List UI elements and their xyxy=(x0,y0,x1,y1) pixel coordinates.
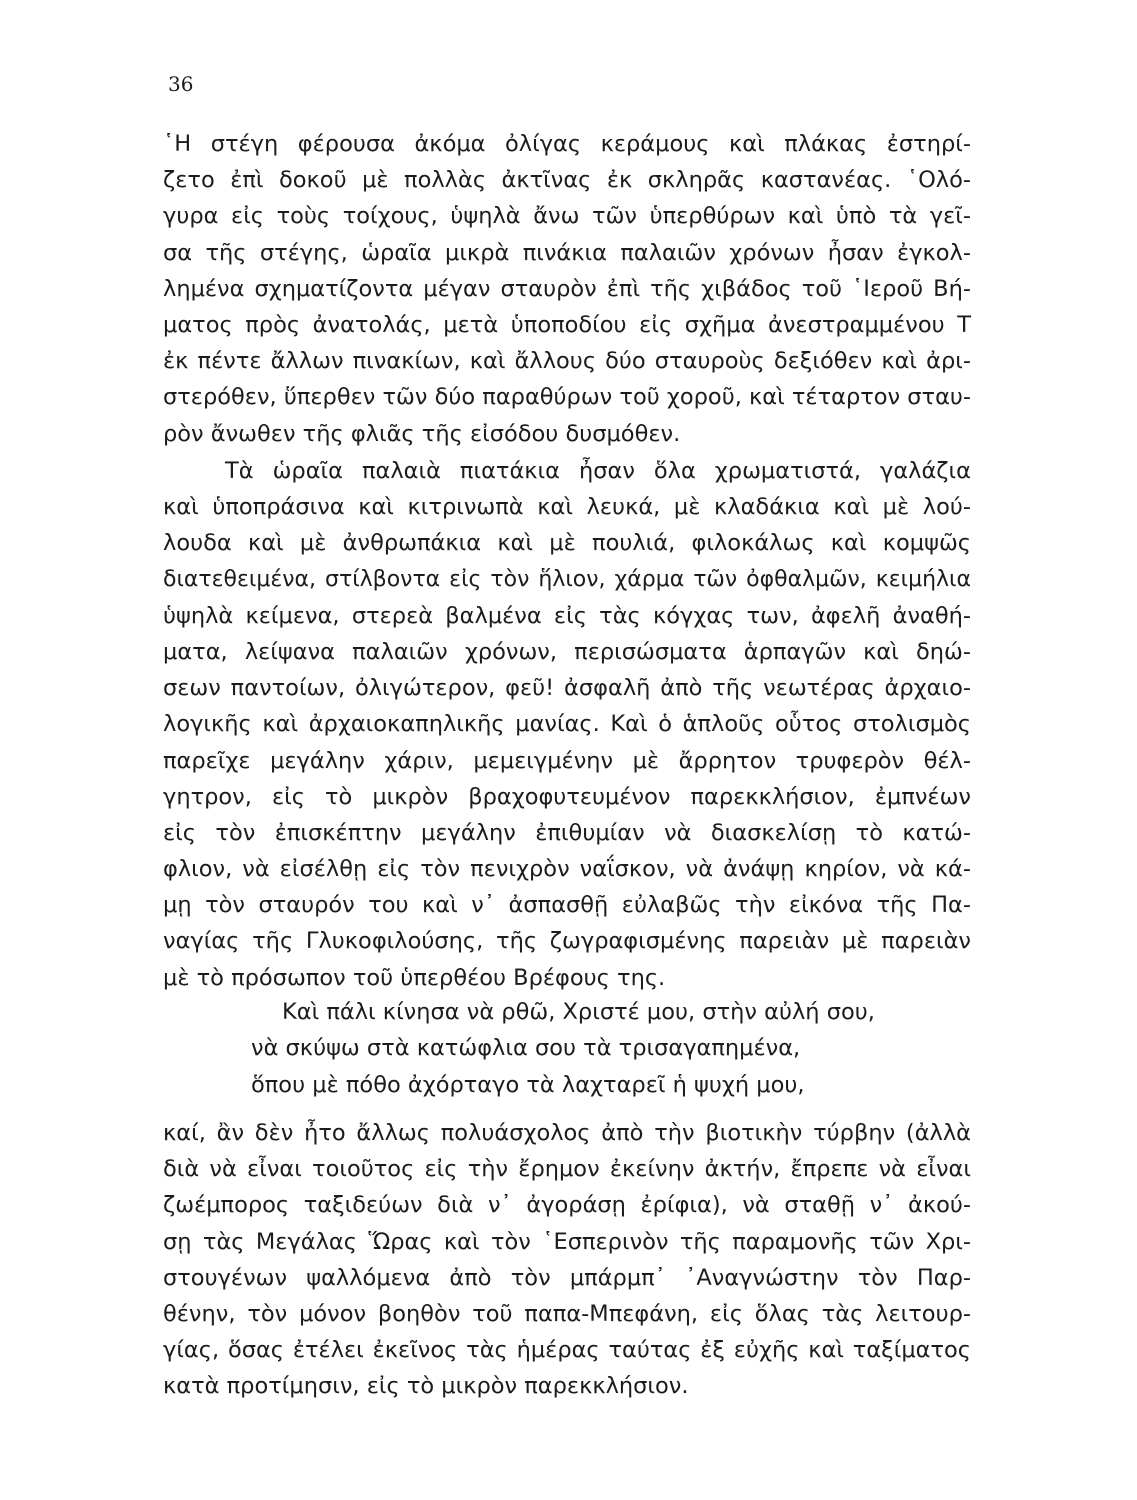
text-line: σῃ τὰς Μεγάλας Ὥρας καὶ τὸν ῾Εσπερινὸν τῆς παραμονῆς τῶν Χρι- xyxy=(163,1228,971,1255)
text-line: εἰς τὸν ἐπισκέπτην μεγάλην ἐπιθυμίαν νὰ διασκελίσῃ τὸ κατώ- xyxy=(163,819,971,846)
text-line: γίας, ὅσας ἐτέλει ἐκεῖνος τὰς ἡμέρας ταύτας ἐξ εὐχῆς καὶ ταξίματος xyxy=(163,1337,971,1364)
text-line: φλιον, νὰ εἰσέλθῃ εἰς τὸν πενιχρὸν ναΐσκον, νὰ ἀνάψῃ κηρίον, νὰ κά- xyxy=(163,856,971,883)
text-line: ῾Η στέγη φέρουσα ἀκόμα ὀλίγας κεράμους καὶ πλάκας ἐστηρί- xyxy=(163,131,971,157)
text-line: γητρον, εἰς τὸ μικρὸν βραχοφυτευμένον παρεκκλήσιον, ἐμπνέων xyxy=(163,783,971,810)
text-line: ματος πρὸς ἀνατολάς, μετὰ ὑποποδίου εἰς σχῆμα ἀνεστραμμένου Τ xyxy=(163,311,971,338)
paragraph-1 xyxy=(163,126,971,452)
text-line: ζωέμπορος ταξιδεύων διὰ ν᾿ ἀγοράσῃ ἐρίφια), νὰ σταθῇ ν᾿ ἀκού- xyxy=(163,1192,971,1219)
text-line: κατὰ προτίμησιν, εἰς τὸ μικρὸν παρεκκλήσιον. xyxy=(163,1373,689,1400)
text-line: ἐκ πέντε ἄλλων πινακίων, καὶ ἄλλους δύο σταυροὺς δεξιόθεν καὶ ἀρι- xyxy=(163,348,971,375)
text-line: καὶ ὑποπράσινα καὶ κιτρινωπὰ καὶ λευκά, μὲ κλαδάκια καὶ μὲ λού- xyxy=(163,494,971,521)
text-line: διὰ νὰ εἶναι τοιοῦτος εἰς τὴν ἔρημον ἐκείνην ἀκτήν, ἔπρεπε νὰ εἶναι xyxy=(163,1156,971,1183)
verse-block xyxy=(163,994,971,1103)
text-line: ρὸν ἄνωθεν τῆς φλιᾶς τῆς εἰσόδου δυσμόθεν. xyxy=(163,420,681,447)
text-line: θένην, τὸν μόνον βοηθὸν τοῦ παπα-Μπεφάνη, εἰς ὅλας τὰς λειτουρ- xyxy=(163,1300,971,1327)
paragraph-2 xyxy=(163,453,971,996)
verse-line: νὰ σκύψω στὰ κατώφλια σου τὰ τρισαγαπημένα, xyxy=(251,1035,801,1062)
text-line: γυρα εἰς τοὺς τοίχους, ὑψηλὰ ἄνω τῶν ὑπερθύρων καὶ ὑπὸ τὰ γεῖ- xyxy=(163,203,971,230)
text-line: διατεθειμένα, στίλβοντα εἰς τὸν ἥλιον, χάρμα τῶν ὀφθαλμῶν, κειμήλια xyxy=(163,566,971,592)
text-line: ναγίας τῆς Γλυκοφιλούσης, τῆς ζωγραφισμένης παρειὰν μὲ παρειὰν xyxy=(163,928,971,955)
text-line: παρεῖχε μεγάλην χάριν, μεμειγμένην μὲ ἄρρητον τρυφερὸν θέλ- xyxy=(163,747,971,774)
text-line: λημένα σχηματίζοντα μέγαν σταυρὸν ἐπὶ τῆς χιβάδος τοῦ ῾Ιεροῦ Βή- xyxy=(163,275,971,302)
text-line: στουγένων ψαλλόμενα ἀπὸ τὸν μπάρμπ᾿ ᾿Αναγνώστην τὸν Παρ- xyxy=(163,1264,971,1291)
text-line: ὑψηλὰ κείμενα, στερεὰ βαλμένα εἰς τὰς κόγχας των, ἀφελῆ ἀναθή- xyxy=(163,602,971,629)
verse-line: Καὶ πάλι κίνησα νὰ ρθῶ, Χριστέ μου, στὴν αὐλή σου, xyxy=(282,999,875,1025)
text-line: σεων παντοίων, ὀλιγώτερον, φεῦ! ἀσφαλῆ ἀπὸ τῆς νεωτέρας ἀρχαιο- xyxy=(163,675,971,702)
text-line: ματα, λείψανα παλαιῶν χρόνων, περισώσματα ἁρπαγῶν καὶ δηώ- xyxy=(163,638,971,665)
verse-line: ὅπου μὲ πόθο ἀχόρταγο τὰ λαχταρεῖ ἡ ψυχή μου, xyxy=(251,1071,805,1098)
text-line: λουδα καὶ μὲ ἀνθρωπάκια καὶ μὲ πουλιά, φιλοκάλως καὶ κομψῶς xyxy=(163,530,971,557)
text-line: λογικῆς καὶ ἀρχαιοκαπηλικῆς μανίας. Καὶ ὁ ἁπλοῦς οὗτος στολισμὸς xyxy=(163,711,971,738)
text-line: στερόθεν, ὕπερθεν τῶν δύο παραθύρων τοῦ χοροῦ, καὶ τέταρτον σταυ- xyxy=(163,384,972,411)
text-line: ζετο ἐπὶ δοκοῦ μὲ πολλὰς ἀκτῖνας ἐκ σκληρᾶς καστανέας. ῾Ολό- xyxy=(163,167,971,194)
page-number: 36 xyxy=(168,72,194,96)
text-line: καί, ἂν δὲν ἦτο ἄλλως πολυάσχολος ἀπὸ τὴν βιοτικὴν τύρβην (ἀλλὰ xyxy=(163,1120,971,1146)
text-line: μῃ τὸν σταυρόν του καὶ ν᾿ ἀσπασθῇ εὐλαβῶς τὴν εἰκόνα τῆς Πα- xyxy=(163,892,971,919)
text-line: σα τῆς στέγης, ὡραῖα μικρὰ πινάκια παλαιῶν χρόνων ἦσαν ἐγκολ- xyxy=(163,239,971,266)
text-line: Τὰ ὡραῖα παλαιὰ πιατάκια ἦσαν ὅλα χρωματιστά, γαλάζια xyxy=(225,458,971,484)
paragraph-3 xyxy=(163,1115,971,1405)
text-line: μὲ τὸ πρόσωπον τοῦ ὑπερθέου Βρέφους της. xyxy=(163,964,666,991)
